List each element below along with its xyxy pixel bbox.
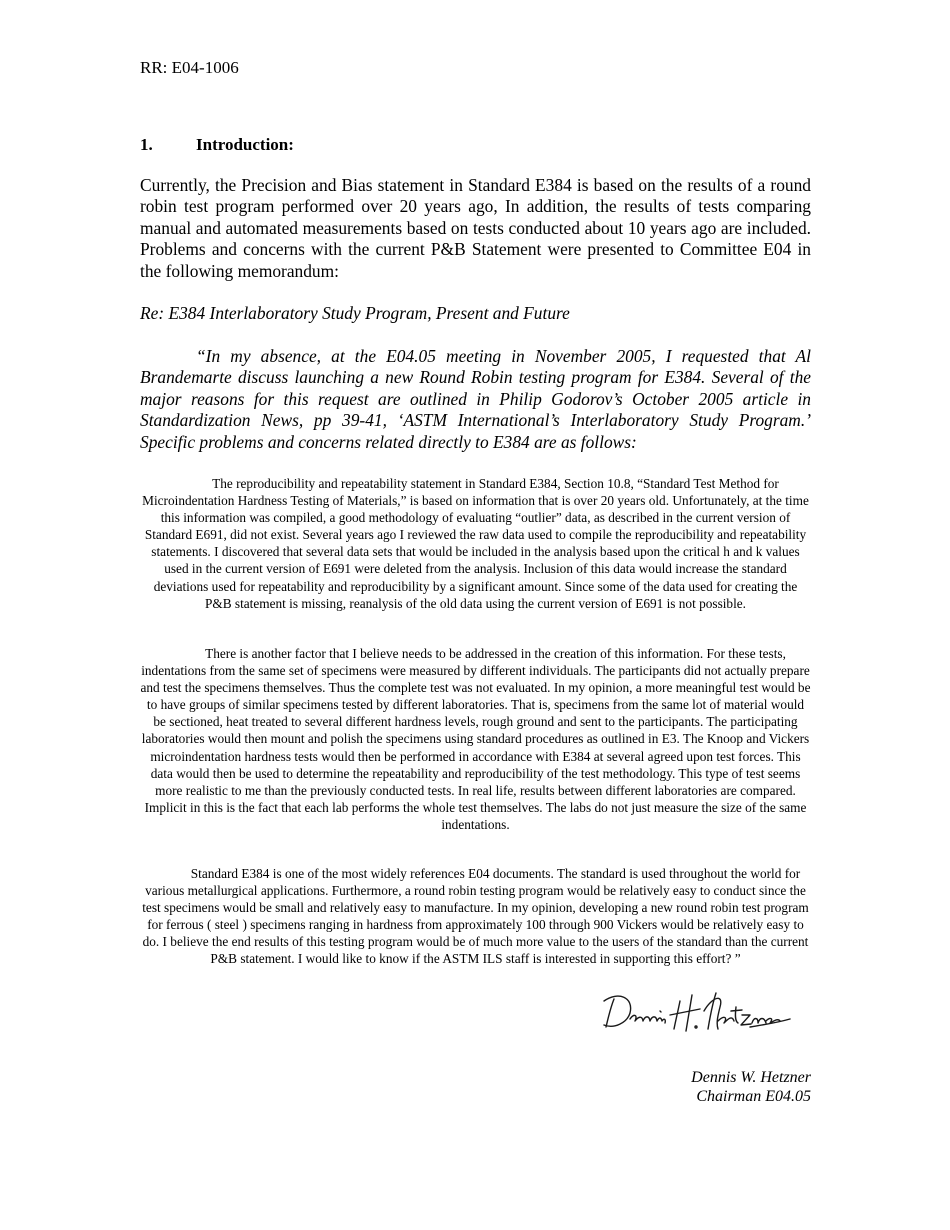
memo-paragraph-text: The reproducibility and repeatability statement in Standard E384, Section 10.8, “Standard Test Method for Microindentation Hardness Testing of Materials,” is based on information that is over 20 years old. Unfortunately, at the time this information was compiled, a good methodology of evaluating “outlier” data, as described in the current version of Standard E691, did not exist. Several years ago I reviewed the raw data used to compile the reproducibility and repeatability statements. I discovered that several data sets that would be included in the analysis based upon the critical h and k values used in the current version of E691 were deleted from the analysis. Inclusion of this data would increase the standard deviations used for repeatability and reproducibility by a significant amount. Since some of the data used for creating the P&B statement is missing, reanalysis of the old data using the current version of E691 is not possible. bbox=[142, 476, 809, 611]
memo-paragraph-text: Standard E384 is one of the most widely references E04 documents. The standard is used throughout the world for various metallurgical applications. Furthermore, a round robin testing program would be relatively easy to conduct since the test specimens would be small and relatively easy to manufacture. In my opinion, developing a new round robin test program for ferrous ( steel ) specimens ranging in hardness from approximately 100 through 900 Vickers would be relatively easy to do. I believe the end results of this testing program would be of much more value to the users of the standard than the current P&B statement. I would like to know if the ASTM ILS staff is interested in supporting this effort? ” bbox=[142, 866, 809, 967]
section-number: 1. bbox=[140, 135, 153, 154]
signatory-name: Dennis W. Hetzner bbox=[691, 1069, 811, 1086]
handwritten-signature bbox=[600, 985, 795, 1043]
signatory-title: Chairman E04.05 bbox=[696, 1088, 811, 1105]
memo-paragraph-text: There is another factor that I believe needs to be addressed in the creation of this information. For these tests, indentations from the same set of specimens were measured by different individuals. The participants did not actually prepare and test the specimens themselves. Thus the complete test was not evaluated. In my opinion, a more meaningful test would be to have groups of similar specimens tested by different laboratories. That is, specimens from the same lot of material would be sectioned, heat treated to several different hardness levels, rough ground and sent to the participants. The participating laboratories would then mount and polish the specimens using standard procedures as outlined in E3. The Knoop and Vickers microindentation hardness tests would then be performed in accordance with E384 at several agreed upon test forces. This data would then be used to determine the repeatability and reproducibility of the test methodology. This type of test seems more realistic to me than the previously conducted tests. In real life, results between different laboratories are compared. Implicit in this is the fact that each lab performs the whole test themselves. The labs do not just measure the size of the same indentations. bbox=[140, 646, 811, 832]
memo-lead-paragraph: “In my absence, at the E04.05 meeting in November 2005, I requested that Al Brandemarte discuss launching a new Round Robin testing program for E384. Several of the major reasons for this request are outlined in Philip Godorov’s October 2005 article in Standardization News, pp 39-41, ‘ASTM International’s Interlaboratory Study Program.’ Specific problems and concerns related directly to E384 are as follows: bbox=[140, 346, 811, 452]
memo-subject: Re: E384 Interlaboratory Study Program, Present and Future bbox=[140, 303, 570, 323]
intro-paragraph: Currently, the Precision and Bias statement in Standard E384 is based on the results of a round robin test program performed over 20 years ago, In addition, the results of tests comparing manual and automated measurements based on tests conducted about 10 years ago are included. Problems and concerns with the current P&B Statement were presented to Committee E04 in the following memorandum: bbox=[140, 175, 811, 281]
memo-paragraph bbox=[140, 475, 811, 612]
section-heading bbox=[140, 135, 294, 155]
section-title: Introduction: bbox=[196, 135, 294, 154]
memo-paragraph bbox=[140, 645, 811, 833]
document-reference: RR: E04-1006 bbox=[140, 58, 239, 77]
memo-paragraph bbox=[140, 865, 811, 968]
